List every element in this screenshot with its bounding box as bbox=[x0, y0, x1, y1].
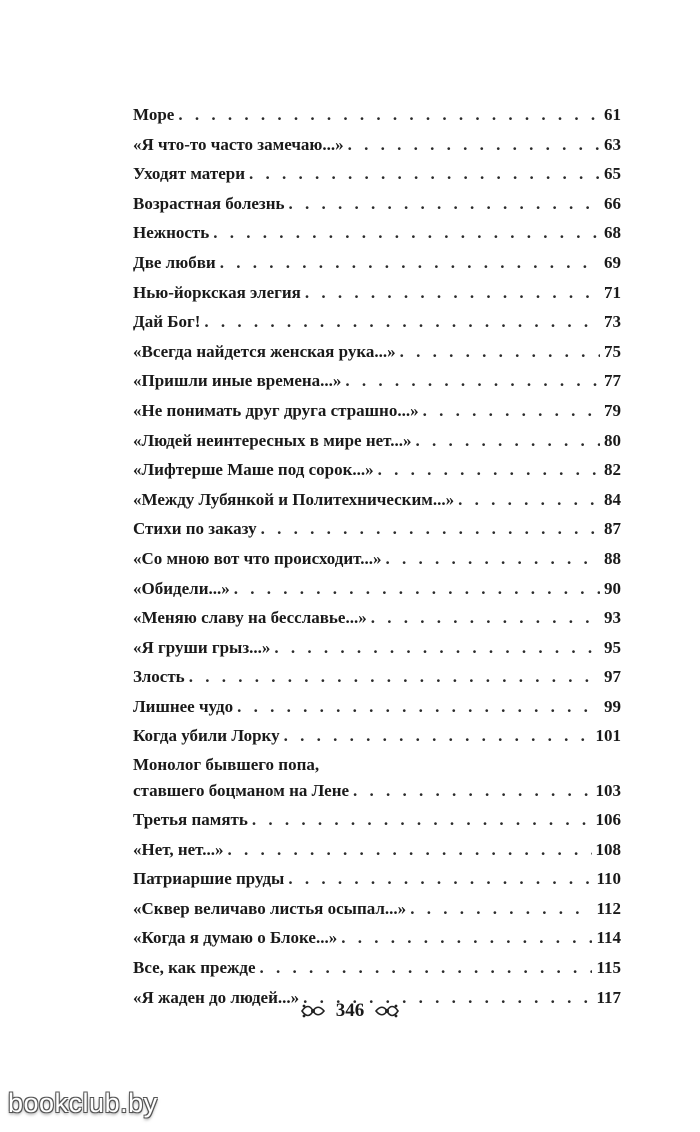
toc-entry-title: «Не понимать друг друга страшно...» bbox=[133, 400, 419, 420]
toc-entry-title: Монолог бывшего попа, bbox=[133, 755, 320, 775]
toc-entry-page: 93 bbox=[604, 608, 621, 628]
toc-entry bbox=[133, 603, 621, 633]
toc-entry-title: «Со мною вот что происходит...» bbox=[133, 548, 382, 568]
toc-entry-page: 108 bbox=[595, 839, 621, 859]
toc-entry-title: Патриаршие пруды bbox=[133, 869, 285, 889]
toc-entry-page: 73 bbox=[604, 312, 621, 332]
toc-entry-page: 79 bbox=[604, 400, 621, 420]
dot-leader bbox=[423, 396, 600, 426]
watermark: bookclub.by bbox=[8, 1088, 158, 1118]
toc-entry-title: «Я груши грыз...» bbox=[133, 637, 271, 657]
toc-entry-title: «Пришли иные времена...» bbox=[133, 371, 342, 391]
toc-entry-page: 87 bbox=[604, 519, 621, 539]
dot-leader bbox=[249, 159, 600, 189]
toc-entry bbox=[133, 337, 621, 367]
page-number: 346 bbox=[335, 1000, 365, 1021]
toc-entry bbox=[133, 953, 621, 983]
dot-leader bbox=[189, 662, 600, 692]
toc-entry-title: Возрастная болезнь bbox=[133, 193, 285, 213]
dot-leader bbox=[371, 603, 600, 633]
toc-entry-title: Уходят матери bbox=[133, 164, 246, 184]
toc-entry-title: «Лифтерше Маше под сорок...» bbox=[133, 460, 374, 480]
toc-entry-title: Третья память bbox=[133, 810, 248, 830]
toc-entry-page: 106 bbox=[595, 810, 621, 830]
toc-entry-page: 88 bbox=[604, 548, 621, 568]
dot-leader bbox=[237, 692, 600, 722]
dot-leader bbox=[213, 218, 600, 248]
toc-entry-page: 110 bbox=[596, 869, 621, 889]
toc-entry-page: 90 bbox=[604, 578, 621, 598]
toc-entry-title: Нежность bbox=[133, 223, 210, 243]
toc-entry-page: 97 bbox=[604, 667, 621, 687]
toc-entry-title: Лишнее чудо bbox=[133, 696, 234, 716]
toc-entry-title: Море bbox=[133, 105, 175, 124]
floral-ornament-icon bbox=[300, 1002, 326, 1020]
toc-entry-title: Две любви bbox=[133, 252, 216, 272]
dot-leader bbox=[458, 485, 600, 515]
toc-entry bbox=[133, 574, 621, 604]
dot-leader bbox=[400, 337, 600, 367]
toc-entry-title: Стихи по заказу bbox=[133, 519, 257, 539]
toc-entry-page: 103 bbox=[595, 781, 621, 801]
dot-leader bbox=[234, 574, 600, 604]
toc-entry-title: «Всегда найдется женская рука...» bbox=[133, 341, 396, 361]
toc-entry bbox=[133, 544, 621, 574]
dot-leader bbox=[260, 953, 593, 983]
table-of-contents bbox=[133, 100, 621, 1012]
toc-entry-page: 117 bbox=[596, 987, 621, 1007]
toc-entry bbox=[133, 218, 621, 248]
toc-entry-page: 101 bbox=[595, 726, 621, 746]
toc-entry bbox=[133, 864, 621, 894]
toc-entry-title: «Между Лубянкой и Политехническим...» bbox=[133, 489, 455, 509]
toc-entry bbox=[133, 835, 621, 865]
dot-leader bbox=[345, 366, 600, 396]
toc-entry-title-continued: ставшего боцманом на Лене bbox=[133, 781, 350, 801]
toc-entry bbox=[133, 130, 621, 160]
toc-entry-title: Дай Бог! bbox=[133, 312, 201, 332]
dot-leader bbox=[289, 189, 600, 219]
dot-leader bbox=[353, 777, 591, 805]
toc-entry-title: Все, как прежде bbox=[133, 958, 256, 978]
page-footer bbox=[0, 1000, 700, 1022]
dot-leader bbox=[274, 633, 600, 663]
toc-entry-page: 61 bbox=[604, 105, 621, 124]
dot-leader bbox=[341, 923, 592, 953]
toc-entry bbox=[133, 307, 621, 337]
dot-leader bbox=[348, 130, 600, 160]
toc-entry bbox=[133, 159, 621, 189]
toc-entry-title: «Я что-то часто замечаю...» bbox=[133, 134, 344, 154]
dot-leader bbox=[416, 426, 601, 456]
toc-entry bbox=[133, 248, 621, 278]
toc-entry-title: «Я жаден до людей...» bbox=[133, 987, 300, 1007]
toc-entry-page: 71 bbox=[604, 282, 621, 302]
toc-entry-title: «Меняю славу на бесславье...» bbox=[133, 608, 367, 628]
toc-entry-title: «Когда я думаю о Блоке...» bbox=[133, 928, 338, 948]
dot-leader bbox=[228, 835, 592, 865]
dot-leader bbox=[410, 894, 592, 924]
dot-leader bbox=[386, 544, 601, 574]
dot-leader bbox=[305, 278, 600, 308]
toc-entry bbox=[133, 278, 621, 308]
toc-entry-page: 95 bbox=[604, 637, 621, 657]
toc-entry bbox=[133, 662, 621, 692]
toc-entry bbox=[133, 366, 621, 396]
toc-entry bbox=[133, 692, 621, 722]
toc-entry bbox=[133, 396, 621, 426]
toc-entry bbox=[133, 805, 621, 835]
toc-entry bbox=[133, 189, 621, 219]
toc-entry bbox=[133, 485, 621, 515]
toc-entry-page: 82 bbox=[604, 460, 621, 480]
toc-entry-title: Когда убили Лорку bbox=[133, 726, 280, 746]
toc-entry bbox=[133, 426, 621, 456]
dot-leader bbox=[261, 514, 600, 544]
toc-entry-page: 69 bbox=[604, 252, 621, 272]
toc-entry-page: 80 bbox=[604, 430, 621, 450]
toc-entry-page: 114 bbox=[596, 928, 621, 948]
toc-entry bbox=[133, 455, 621, 485]
toc-entry-page: 115 bbox=[596, 958, 621, 978]
toc-entry bbox=[133, 753, 621, 805]
toc-entry-page: 84 bbox=[604, 489, 621, 509]
toc-entry-page: 77 bbox=[604, 371, 621, 391]
toc-entry bbox=[133, 100, 621, 130]
floral-ornament-icon bbox=[374, 1002, 400, 1020]
toc-entry-page: 112 bbox=[596, 898, 621, 918]
toc-entry-title: «Сквер величаво листья осыпал...» bbox=[133, 898, 407, 918]
dot-leader bbox=[178, 100, 600, 130]
toc-entry-page: 75 bbox=[604, 341, 621, 361]
toc-entry-title: «Обидели...» bbox=[133, 578, 230, 598]
toc-entry-page: 66 bbox=[604, 193, 621, 213]
toc-entry-page: 68 bbox=[604, 223, 621, 243]
toc-entry bbox=[133, 721, 621, 751]
toc-entry bbox=[133, 633, 621, 663]
toc-entry bbox=[133, 923, 621, 953]
dot-leader bbox=[252, 805, 592, 835]
toc-entry-title: «Людей неинтересных в мире нет...» bbox=[133, 430, 412, 450]
dot-leader bbox=[220, 248, 600, 278]
toc-entry-page: 65 bbox=[604, 164, 621, 184]
toc-entry bbox=[133, 514, 621, 544]
toc-entry-page: 99 bbox=[604, 696, 621, 716]
toc-entry-title: «Нет, нет...» bbox=[133, 839, 224, 859]
toc-entry-title: Нью-йоркская элегия bbox=[133, 282, 301, 302]
dot-leader bbox=[204, 307, 600, 337]
dot-leader bbox=[378, 455, 600, 485]
dot-leader bbox=[284, 721, 592, 751]
toc-entry bbox=[133, 894, 621, 924]
toc-entry-page: 63 bbox=[604, 134, 621, 154]
dot-leader bbox=[288, 864, 592, 894]
toc-entry-title: Злость bbox=[133, 667, 185, 687]
